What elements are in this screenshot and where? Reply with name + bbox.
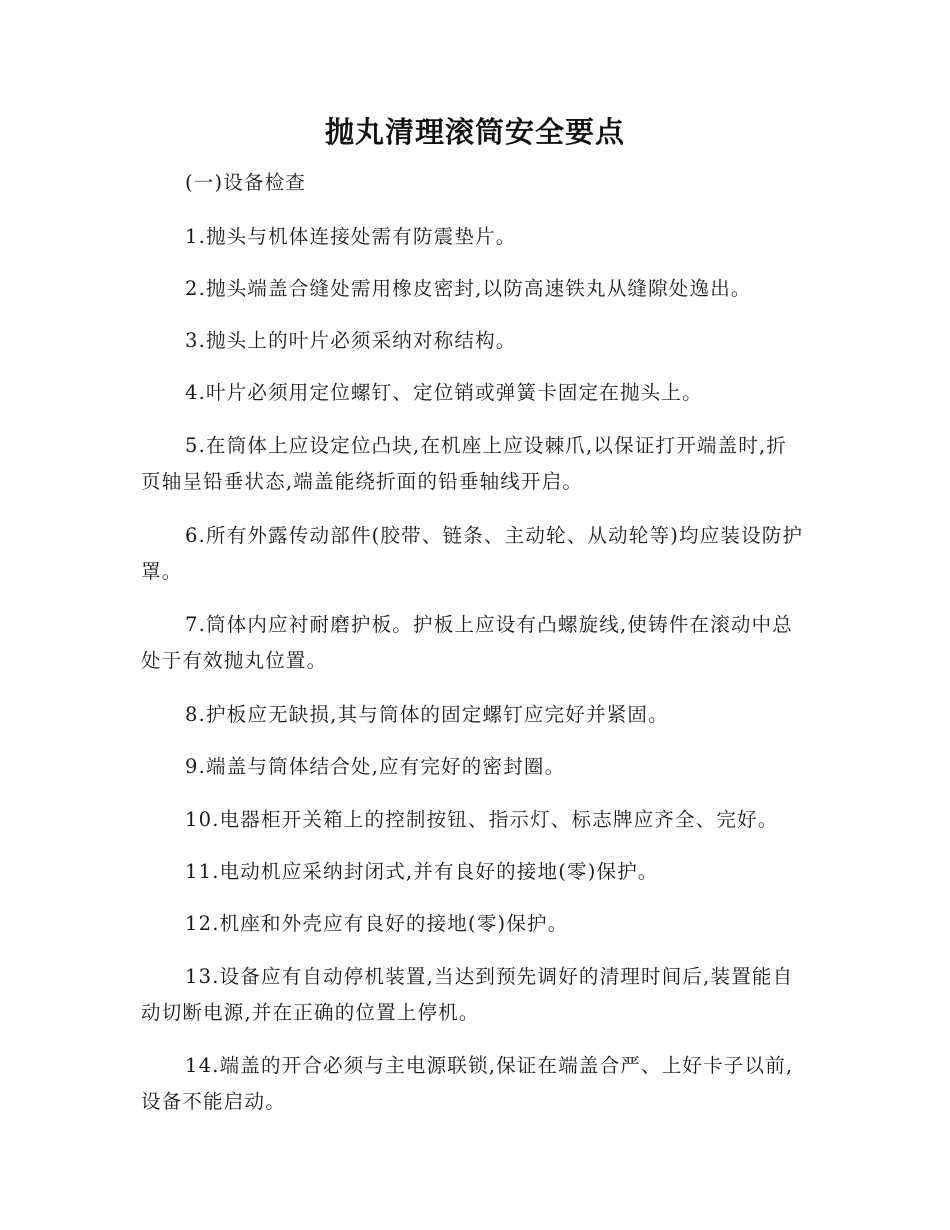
list-item: 1.抛头与机体连接处需有防震垫片。: [185, 225, 517, 248]
list-item: 6.所有外露传动部件(胶带、链条、主动轮、从动轮等)均应装设防护罩。: [141, 524, 804, 583]
list-item: 13.设备应有自动停机装置,当达到预先调好的清理时间后,装置能自动切断电源,并在正确的位置上停机。: [141, 965, 794, 1024]
list-item: 9.端盖与筒体结合处,应有完好的密封圈。: [185, 755, 566, 778]
list-item: 7.筒体内应衬耐磨护板。护板上应设有凸螺旋线,使铸件在滚动中总处于有效抛丸位置。: [141, 613, 794, 672]
list-item: 10.电器柜开关箱上的控制按钮、指示灯、标志牌应齐全、完好。: [185, 808, 779, 831]
section-heading: (一)设备检查: [185, 171, 307, 194]
list-item: 11.电动机应采纳封闭式,并有良好的接地(零)保护。: [185, 860, 659, 883]
list-item: 8.护板应无缺损,其与筒体的固定螺钉应完好并紧固。: [185, 703, 669, 726]
list-item: 14.端盖的开合必须与主电源联锁,保证在端盖合严、上好卡子以前,设备不能启动。: [141, 1054, 794, 1113]
list-item: 4.叶片必须用定位螺钉、定位销或弹簧卡固定在抛头上。: [185, 381, 703, 404]
list-item: 12.机座和外壳应有良好的接地(零)保护。: [185, 912, 569, 935]
list-item: 2.抛头端盖合缝处需用橡皮密封,以防高速铁丸从缝隙处逸出。: [185, 277, 752, 300]
list-item: 3.抛头上的叶片必须采纳对称结构。: [185, 329, 517, 352]
list-item: 5.在筒体上应设定位凸块,在机座上应设棘爪,以保证打开端盖时,折页轴呈铅垂状态,端盖能绕折面的铅垂轴线开启。: [141, 434, 788, 493]
document-title: 抛丸清理滚筒安全要点: [324, 115, 625, 149]
